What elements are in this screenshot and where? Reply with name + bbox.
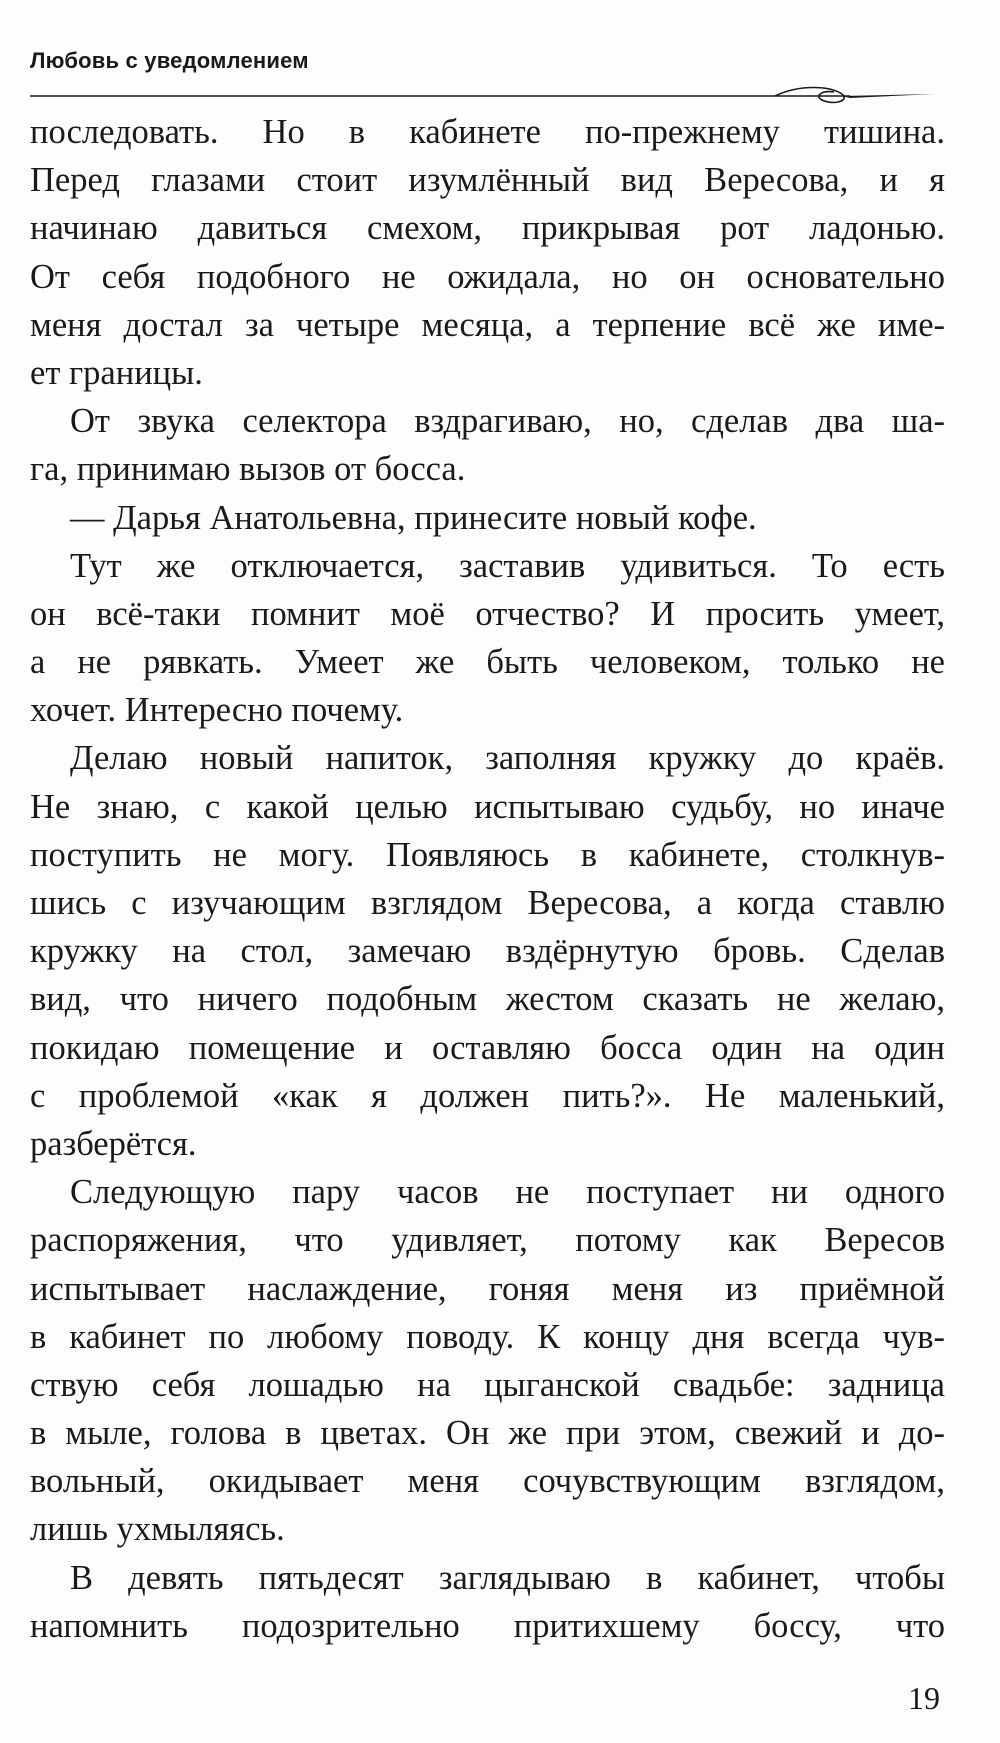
text-line: ствую себя лошадью на цыганской свадьбе: задница (30, 1365, 945, 1404)
text-line: Следующую пару часов не поступает ни одного (70, 1173, 945, 1212)
text-line: — Дарья Анатольевна, принесите новый кофе. (70, 498, 757, 537)
text-line: распоряжения, что удивляет, потому как Вересов (30, 1221, 945, 1260)
text-line: в мыле, голова в цветах. Он же при этом, свежий и до- (30, 1414, 945, 1453)
text-line: лишь ухмыляясь. (30, 1510, 285, 1549)
text-line: ет границы. (30, 353, 203, 392)
text-line: поступить не могу. Появляюсь в кабинете, столкнув- (30, 835, 945, 874)
text-line: вольный, окидывает меня сочувствующим взглядом, (30, 1462, 945, 1501)
text-line: кружку на стол, замечаю вздёрнутую бровь. Сделав (30, 932, 945, 971)
text-line: покидаю помещение и оставляю босса один на один (30, 1028, 945, 1067)
text-line: Делаю новый напиток, заполняя кружку до краёв. (70, 739, 945, 778)
text-line: разберётся. (30, 1124, 197, 1163)
text-line: Не знаю, с какой целью испытываю судьбу, но иначе (30, 787, 945, 826)
text-line: меня достал за четыре месяца, а терпение всё же име- (30, 305, 945, 344)
page-number: 19 (908, 1680, 940, 1716)
body-text (30, 108, 945, 1650)
text-line: он всё-таки помнит моё отчество? И просить умеет, (30, 594, 945, 633)
text-line: в кабинет по любому поводу. К концу дня всегда чув- (30, 1317, 945, 1356)
text-line: От себя подобного не ожидала, но он основательно (30, 257, 945, 296)
text-line: шись с изучающим взглядом Вересова, а когда ставлю (30, 884, 945, 922)
text-line: Перед глазами стоит изумлённый вид Вересова, и я (30, 161, 945, 200)
text-line: испытывает наслаждение, гоняя меня из приёмной (30, 1269, 945, 1308)
text-line: га, принимаю вызов от босса. (30, 450, 466, 489)
flourish-rule-icon (30, 84, 940, 108)
text-line: От звука селектора вздрагиваю, но, сделав два ша- (70, 402, 945, 441)
text-line: а не рявкать. Умеет же быть человеком, только не (30, 643, 945, 682)
text-line: последовать. Но в кабинете по-прежнему тишина. (30, 113, 945, 151)
text-line: Тут же отключается, заставив удивиться. То есть (70, 546, 945, 585)
text-line: начинаю давиться смехом, прикрывая рот ладонью. (30, 209, 945, 248)
running-head: Любовь с уведомлением (30, 48, 309, 73)
text-line: В девять пятьдесят заглядываю в кабинет, чтобы (70, 1558, 945, 1597)
text-line: напомнить подозрительно притихшему боссу, что (30, 1606, 945, 1645)
text-line: с проблемой «как я должен пить?». Не маленький, (30, 1076, 945, 1115)
text-line: вид, что ничего подобным жестом сказать не желаю, (30, 980, 945, 1019)
text-line: хочет. Интересно почему. (30, 691, 404, 730)
